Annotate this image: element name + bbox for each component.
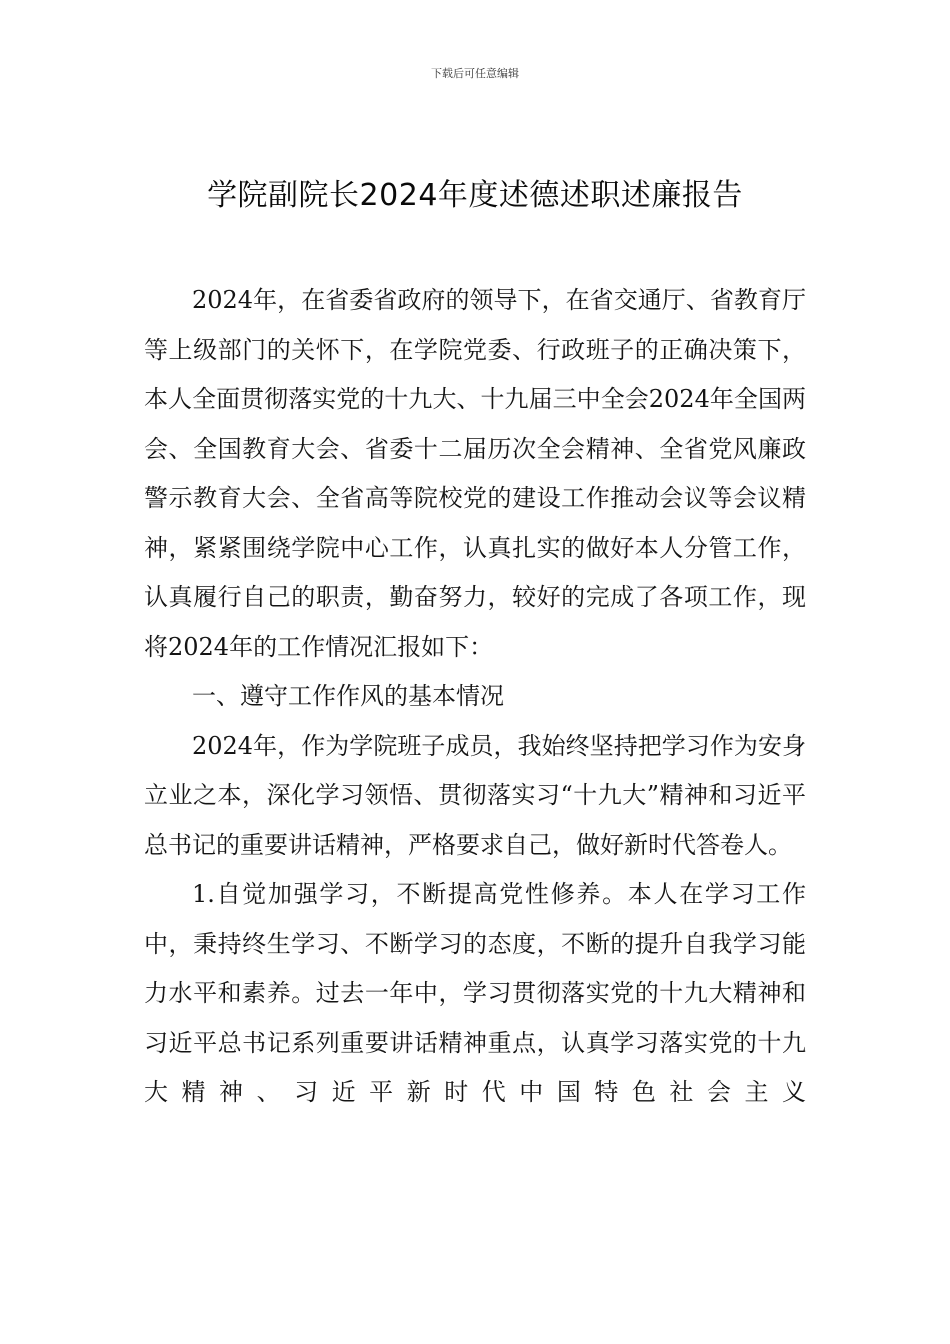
paragraph-intro: 2024年，在省委省政府的领导下，在省交通厅、省教育厅等上级部门的关怀下，在学院党委、行政班子的正确决策下，本人全面贯彻落实党的十九大、十九届三中全会2024年全国两会、全国教育大会、省委十二届历次全会精神、全省党风廉政警示教育大会、全省高等院校党的建设工作推动会议等会议精神，紧紧围绕学院中心工作，认真扎实的做好本人分管工作，认真履行自己的职责，勤奋努力，较好的完成了各项工作，现将2024年的工作情况汇报如下：	[144, 286, 806, 661]
paragraph-overview: 2024年，作为学院班子成员，我始终坚持把学习作为安身立业之本，深化学习领悟、贯彻落实习“十九大”精神和习近平总书记的重要讲话精神，严格要求自己，做好新时代答卷人。	[144, 731, 806, 859]
page-header-note: 下载后可任意编辑	[431, 67, 519, 80]
document-body	[144, 276, 806, 1118]
section-heading: 一、遵守工作作风的基本情况	[192, 682, 504, 710]
document-title: 学院副院长2024年度述德述职述廉报告	[207, 178, 743, 213]
paragraph-study: 1.自觉加强学习，不断提高党性修养。本人在学习工作中，秉持终生学习、不断学习的态度，不断的提升自我学习能力水平和素养。过去一年中，学习贯彻落实党的十九大精神和习近平总书记系列重要讲话精神重点，认真学习落实党的十九大精神、习近平新时代中国特色社会主义	[144, 880, 806, 1106]
